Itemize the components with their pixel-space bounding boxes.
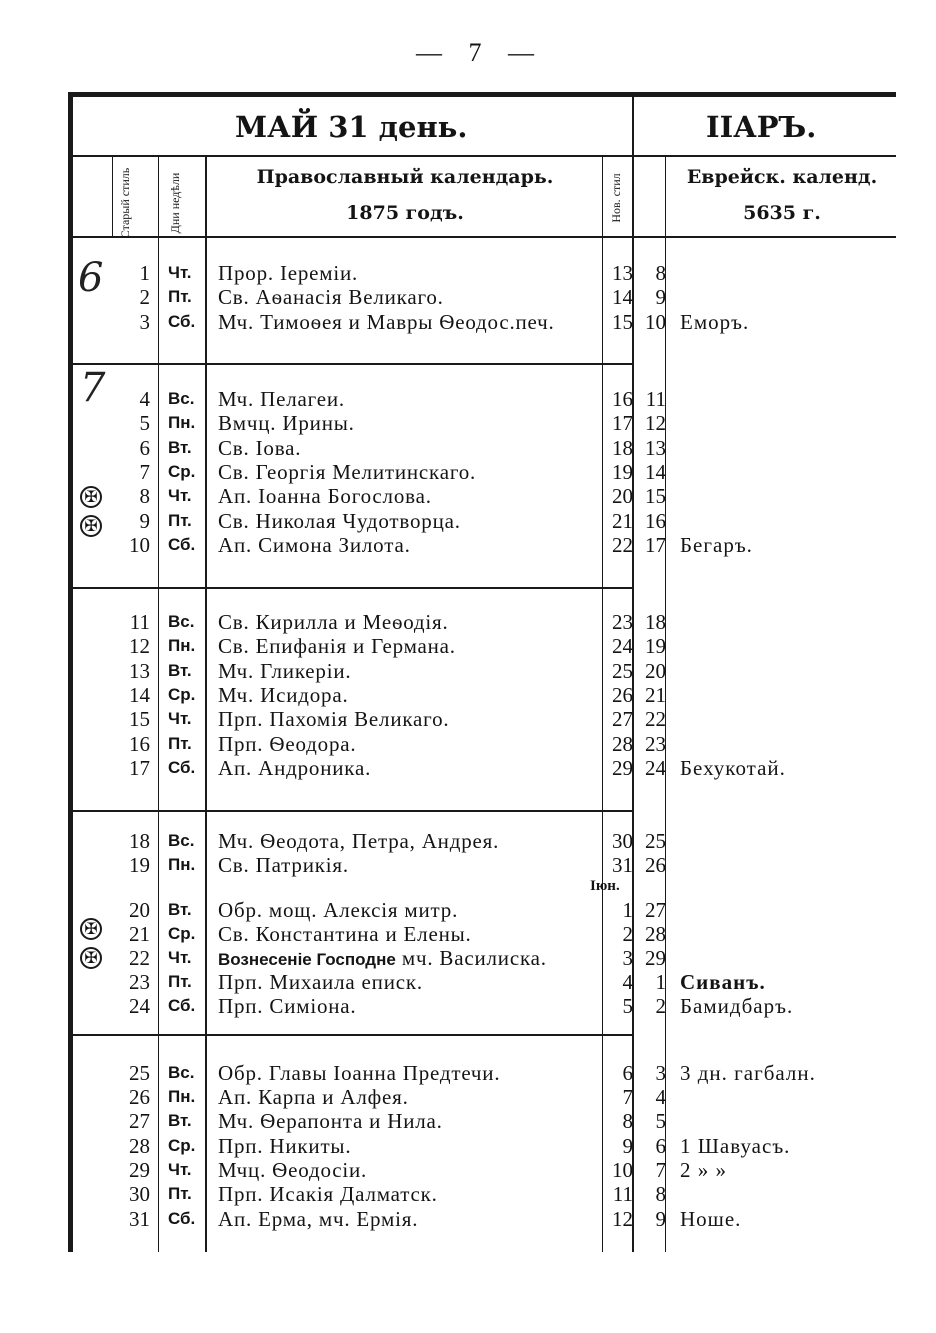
old-style-day: 27 xyxy=(129,1109,150,1133)
saint-text: Прп. Симіона. xyxy=(218,994,357,1018)
saint-text: Св. Николая Чудотворца. xyxy=(218,509,461,533)
hebrew-day: 23 xyxy=(645,732,666,756)
calendar-row xyxy=(0,1134,936,1158)
new-style-day: 30 xyxy=(612,829,633,853)
hebrew-day: 24 xyxy=(645,756,666,780)
calendar-row xyxy=(0,683,936,707)
old-style-day: 23 xyxy=(129,970,150,994)
weekday: Пн. xyxy=(168,1087,196,1106)
saint-entry xyxy=(218,1061,603,1085)
calendar-row xyxy=(0,829,936,853)
old-style-day: 6 xyxy=(139,436,150,460)
weekday: Чт. xyxy=(168,486,192,505)
hebrew-day: 11 xyxy=(645,387,666,411)
saint-text: Прп. Ѳеодора. xyxy=(218,732,357,756)
hebrew-day: 8 xyxy=(655,1182,666,1206)
feast-cross-icon: ✠ xyxy=(80,918,102,940)
new-style-day: 15 xyxy=(612,310,633,334)
new-style-day: 13 xyxy=(612,261,633,285)
hebrew-day: 20 xyxy=(645,659,666,683)
saint-text: Св. Георгія Мелитинскаго. xyxy=(218,460,477,484)
page-number: — 7 — xyxy=(416,38,544,67)
saint-entry xyxy=(218,509,603,533)
old-style-day: 29 xyxy=(129,1158,150,1182)
new-style-day: 7 xyxy=(622,1085,633,1109)
saint-entry xyxy=(218,1109,603,1133)
old-style-day: 4 xyxy=(139,387,150,411)
new-style-day: 26 xyxy=(612,683,633,707)
hebrew-day: 25 xyxy=(645,829,666,853)
saint-entry xyxy=(218,898,603,922)
old-style-day: 31 xyxy=(129,1207,150,1231)
old-style-day: 5 xyxy=(139,411,150,435)
calendar-row xyxy=(0,732,936,756)
old-style-day: 28 xyxy=(129,1134,150,1158)
calendar-row xyxy=(0,411,936,435)
saint-text: Св. Патрикія. xyxy=(218,853,349,877)
saint-text: Мч. Ѳеодота, Петра, Андрея. xyxy=(218,829,500,853)
new-style-day: 25 xyxy=(612,659,633,683)
saint-entry xyxy=(218,994,603,1018)
saint-entry xyxy=(218,634,603,658)
calendar-row xyxy=(0,853,936,877)
feast-cross-icon: ✠ xyxy=(80,515,102,537)
calendar-row xyxy=(0,310,936,334)
saint-entry xyxy=(218,732,603,756)
new-style-day: 2 xyxy=(622,922,633,946)
jewish-note: Ноше. xyxy=(680,1207,742,1231)
feast-cross-icon: ✠ xyxy=(80,947,102,969)
calendar-row xyxy=(0,285,936,309)
hebrew-day: 9 xyxy=(655,285,666,309)
new-style-day: 12 xyxy=(612,1207,633,1231)
weekday: Чт. xyxy=(168,263,192,282)
calendar-row xyxy=(0,756,936,780)
jewish-note: 1 Шавуасъ. xyxy=(680,1134,791,1158)
weekday: Пн. xyxy=(168,855,196,874)
june-label: Іюн. xyxy=(590,878,620,894)
saint-entry xyxy=(218,1182,603,1206)
saint-text: Прп. Михаила еписк. xyxy=(218,970,423,994)
new-style-day: 20 xyxy=(612,484,633,508)
old-style-day: 25 xyxy=(129,1061,150,1085)
calendar-row xyxy=(0,922,936,946)
hebrew-day: 29 xyxy=(645,946,666,970)
hebrew-day: 17 xyxy=(645,533,666,557)
saint-entry xyxy=(218,1085,603,1109)
new-style-day: 9 xyxy=(622,1134,633,1158)
calendar-row xyxy=(0,1109,936,1133)
calendar-row xyxy=(0,610,936,634)
week-rule-3 xyxy=(73,810,633,812)
saint-text: Прп. Пахомія Великаго. xyxy=(218,707,450,731)
hebrew-day: 13 xyxy=(645,436,666,460)
saint-entry xyxy=(218,829,603,853)
hebrew-day: 8 xyxy=(655,261,666,285)
saint-text: Св. Аѳанасія Великаго. xyxy=(218,285,444,309)
weekday: Сб. xyxy=(168,1209,196,1228)
hebrew-day: 9 xyxy=(655,1207,666,1231)
old-style-day: 21 xyxy=(129,922,150,946)
saint-entry xyxy=(218,411,603,435)
new-style-day: 22 xyxy=(612,533,633,557)
hebrew-day: 22 xyxy=(645,707,666,731)
hebrew-day: 27 xyxy=(645,898,666,922)
col-weekday-label: Дни недѣли xyxy=(168,172,182,234)
new-style-day: 23 xyxy=(612,610,633,634)
weekday: Вт. xyxy=(168,900,192,919)
hebrew-day: 2 xyxy=(655,994,666,1018)
old-style-day: 26 xyxy=(129,1085,150,1109)
weekday: Пт. xyxy=(168,511,192,530)
calendar-row xyxy=(0,946,936,970)
new-style-day: 6 xyxy=(622,1061,633,1085)
old-style-day: 19 xyxy=(129,853,150,877)
calendar-row xyxy=(0,436,936,460)
calendar-row xyxy=(0,509,936,533)
old-style-day: 2 xyxy=(139,285,150,309)
calendar-row xyxy=(0,1061,936,1085)
hebrew-day: 3 xyxy=(655,1061,666,1085)
hebrew-day: 6 xyxy=(655,1134,666,1158)
old-style-day: 13 xyxy=(129,659,150,683)
hebrew-day: 18 xyxy=(645,610,666,634)
calendar-row xyxy=(0,1207,936,1231)
saint-entry xyxy=(218,659,603,683)
old-style-day: 20 xyxy=(129,898,150,922)
hebrew-day: 7 xyxy=(655,1158,666,1182)
hebrew-day: 21 xyxy=(645,683,666,707)
jewish-note: Бамидбаръ. xyxy=(680,994,794,1018)
jewish-note: 2 » » xyxy=(680,1158,727,1182)
weekday: Пт. xyxy=(168,734,192,753)
saint-text: мч. Василиска. xyxy=(401,946,547,970)
hebrew-day: 26 xyxy=(645,853,666,877)
weekday: Вт. xyxy=(168,438,192,457)
weekday: Вс. xyxy=(168,612,195,631)
saint-entry xyxy=(218,310,603,334)
orthodox-year: 1875 годъ. xyxy=(346,202,464,224)
hebrew-day: 12 xyxy=(645,411,666,435)
header-rule xyxy=(73,155,896,157)
col-new-style-label: Нов. стил xyxy=(609,173,623,223)
new-style-day: 31 xyxy=(612,853,633,877)
weekday: Вт. xyxy=(168,661,192,680)
new-style-day: 1 xyxy=(622,898,633,922)
old-style-day: 14 xyxy=(129,683,150,707)
jewish-note: Бехукотай. xyxy=(680,756,786,780)
saint-text: Прор. Іереміи. xyxy=(218,261,359,285)
weekday: Сб. xyxy=(168,312,196,331)
new-style-day: 14 xyxy=(612,285,633,309)
new-style-day: 5 xyxy=(622,994,633,1018)
handwritten-mark-6: 6 xyxy=(78,255,104,301)
weekday: Чт. xyxy=(168,1160,192,1179)
weekday: Ср. xyxy=(168,1136,196,1155)
new-style-day: 11 xyxy=(612,1182,633,1206)
hebrew-day: 28 xyxy=(645,922,666,946)
calendar-row xyxy=(0,1158,936,1182)
saint-entry xyxy=(218,1134,603,1158)
subheader-rule xyxy=(73,236,896,238)
old-style-day: 7 xyxy=(139,460,150,484)
hebrew-day: 14 xyxy=(645,460,666,484)
calendar-row xyxy=(0,387,936,411)
hebrew-day: 19 xyxy=(645,634,666,658)
saint-entry xyxy=(218,436,603,460)
saint-text: Ап. Симона Зилота. xyxy=(218,533,411,557)
new-style-day: 3 xyxy=(622,946,633,970)
saint-entry xyxy=(218,970,603,994)
jewish-note: Еморъ. xyxy=(680,310,750,334)
saint-text: Мч. Исидора. xyxy=(218,683,349,707)
calendar-row xyxy=(0,994,936,1018)
calendar-row xyxy=(0,261,936,285)
new-style-day: 17 xyxy=(612,411,633,435)
weekday: Ср. xyxy=(168,685,196,704)
handwritten-mark-7: 7 xyxy=(80,365,106,411)
weekday: Пт. xyxy=(168,1184,192,1203)
new-style-day: 27 xyxy=(612,707,633,731)
saint-text: Мчц. Ѳеодосіи. xyxy=(218,1158,368,1182)
old-style-day: 9 xyxy=(139,509,150,533)
new-style-day: 16 xyxy=(612,387,633,411)
saint-text: Ап. Андроника. xyxy=(218,756,372,780)
old-style-day: 16 xyxy=(129,732,150,756)
weekday: Ср. xyxy=(168,924,196,943)
orthodox-calendar-title: Православный календарь. xyxy=(256,166,554,188)
hebrew-day: 15 xyxy=(645,484,666,508)
old-style-day: 8 xyxy=(139,484,150,508)
weekday: Вс. xyxy=(168,389,195,408)
new-style-day: 4 xyxy=(622,970,633,994)
calendar-row xyxy=(0,484,936,508)
saint-text: Мч. Тимоѳея и Мавры Ѳеодос.печ. xyxy=(218,310,555,334)
calendar-row xyxy=(0,533,936,557)
saint-text: Мч. Пелагеи. xyxy=(218,387,345,411)
saint-entry xyxy=(218,1207,603,1231)
saint-text: Св. Епифанія и Германа. xyxy=(218,634,456,658)
weekday: Чт. xyxy=(168,948,192,967)
hebrew-day: 5 xyxy=(655,1109,666,1133)
saint-entry xyxy=(218,756,603,780)
feast-cross-icon: ✠ xyxy=(80,486,102,508)
old-style-day: 30 xyxy=(129,1182,150,1206)
old-style-day: 22 xyxy=(129,946,150,970)
weekday: Сб. xyxy=(168,996,196,1015)
weekday: Вс. xyxy=(168,1063,195,1082)
old-style-day: 15 xyxy=(129,707,150,731)
saint-entry xyxy=(218,285,603,309)
weekday: Чт. xyxy=(168,709,192,728)
old-style-day: 18 xyxy=(129,829,150,853)
jewish-note: Бегаръ. xyxy=(680,533,753,557)
saint-text: Мч. Ѳерапонта и Нила. xyxy=(218,1109,443,1133)
calendar-row xyxy=(0,634,936,658)
saint-text: Прп. Исакія Далматск. xyxy=(218,1182,438,1206)
calendar-row xyxy=(0,1182,936,1206)
feast-name: Вознесеніе Господне xyxy=(218,950,396,969)
new-style-day: 10 xyxy=(612,1158,633,1182)
new-style-day: 28 xyxy=(612,732,633,756)
saint-entry xyxy=(218,922,603,946)
new-style-day: 18 xyxy=(612,436,633,460)
month-title: МАЙ 31 день. xyxy=(235,110,468,144)
hebrew-day: 16 xyxy=(645,509,666,533)
col-old-style-label: Старый стиль xyxy=(118,167,132,239)
new-style-day: 24 xyxy=(612,634,633,658)
calendar-row xyxy=(0,460,936,484)
weekday: Пт. xyxy=(168,287,192,306)
saint-text: Св. Константина и Елены. xyxy=(218,922,472,946)
weekday: Пт. xyxy=(168,972,192,991)
old-style-day: 17 xyxy=(129,756,150,780)
jewish-calendar-title: Еврейск. календ. xyxy=(686,166,878,188)
saint-entry xyxy=(218,484,603,508)
weekday: Пн. xyxy=(168,636,196,655)
week-rule-4 xyxy=(73,1034,633,1036)
hebrew-month-title: IIАРЪ. xyxy=(706,110,817,144)
saint-entry xyxy=(218,707,603,731)
old-style-day: 11 xyxy=(129,610,150,634)
old-style-day: 10 xyxy=(129,533,150,557)
calendar-row xyxy=(0,970,936,994)
jewish-year: 5635 г. xyxy=(743,202,821,224)
weekday: Вс. xyxy=(168,831,195,850)
week-rule-2 xyxy=(73,587,633,589)
saint-text: Вмчц. Ирины. xyxy=(218,411,355,435)
saint-entry xyxy=(218,946,603,972)
old-style-day: 1 xyxy=(139,261,150,285)
hebrew-day: 4 xyxy=(655,1085,666,1109)
saint-text: Св. Кирилла и Меѳодія. xyxy=(218,610,449,634)
saint-entry xyxy=(218,533,603,557)
new-style-day: 8 xyxy=(622,1109,633,1133)
weekday: Ср. xyxy=(168,462,196,481)
saint-text: Св. Іова. xyxy=(218,436,302,460)
saint-entry xyxy=(218,261,603,285)
calendar-row xyxy=(0,898,936,922)
saint-text: Ап. Іоанна Богослова. xyxy=(218,484,432,508)
new-style-day: 21 xyxy=(612,509,633,533)
saint-text: Ап. Ерма, мч. Ермія. xyxy=(218,1207,419,1231)
weekday: Пн. xyxy=(168,413,196,432)
weekday: Вт. xyxy=(168,1111,192,1130)
old-style-day: 12 xyxy=(129,634,150,658)
saint-text: Мч. Гликеріи. xyxy=(218,659,352,683)
saint-text: Прп. Никиты. xyxy=(218,1134,352,1158)
new-style-day: 19 xyxy=(612,460,633,484)
saint-entry xyxy=(218,387,603,411)
saint-entry xyxy=(218,610,603,634)
old-style-day: 24 xyxy=(129,994,150,1018)
new-style-day: 29 xyxy=(612,756,633,780)
col-rule-old xyxy=(112,157,113,237)
hebrew-day: 1 xyxy=(655,970,666,994)
calendar-row xyxy=(0,707,936,731)
calendar-row xyxy=(0,1085,936,1109)
week-rule-1 xyxy=(73,363,633,365)
weekday: Сб. xyxy=(168,758,196,777)
old-style-day: 3 xyxy=(139,310,150,334)
hebrew-day: 10 xyxy=(645,310,666,334)
saint-text: Обр. Главы Іоанна Предтечи. xyxy=(218,1061,501,1085)
weekday: Сб. xyxy=(168,535,196,554)
jewish-note: Сиванъ. xyxy=(680,970,766,994)
saint-entry xyxy=(218,683,603,707)
saint-entry xyxy=(218,1158,603,1182)
top-border xyxy=(68,92,896,97)
saint-entry xyxy=(218,853,603,877)
saint-text: Обр. мощ. Алексія митр. xyxy=(218,898,459,922)
saint-entry xyxy=(218,460,603,484)
saint-text: Ап. Карпа и Алфея. xyxy=(218,1085,409,1109)
calendar-row xyxy=(0,659,936,683)
jewish-note: 3 дн. гагбалн. xyxy=(680,1061,816,1085)
